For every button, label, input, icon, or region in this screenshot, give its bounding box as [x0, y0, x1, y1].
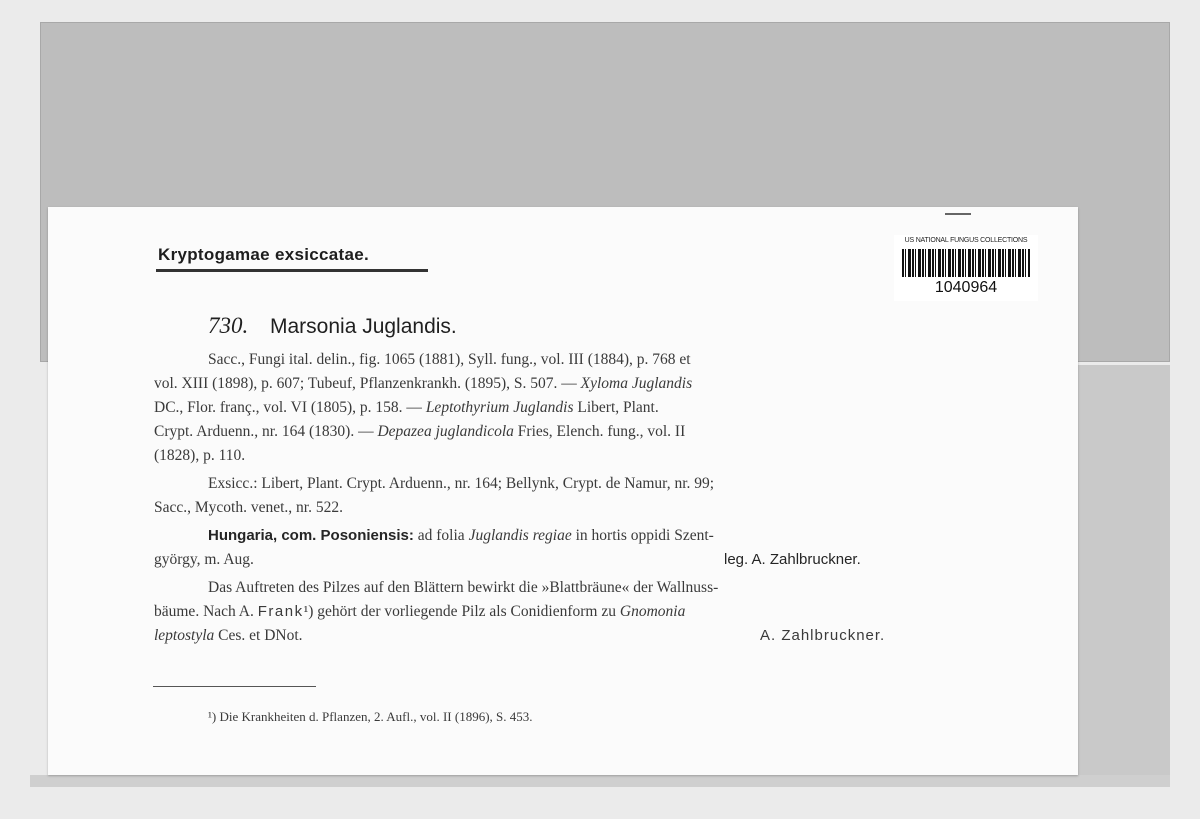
- exsiccatae-line: Sacc., Mycoth. venet., nr. 522.: [154, 499, 343, 516]
- locality-line: györgy, m. Aug.: [154, 551, 254, 568]
- footnote: ¹) Die Krankheiten d. Pflanzen, 2. Aufl., vol. II (1896), S. 453.: [208, 709, 533, 724]
- barcode-caption: US NATIONAL FUNGUS COLLECTIONS: [904, 237, 1028, 244]
- barcode-number: 1040964: [934, 279, 998, 296]
- entry-number: 730.: [208, 313, 249, 338]
- citation-line: [154, 447, 245, 465]
- series-title: Kryptogamae exsiccatae.: [158, 245, 370, 264]
- citation-text: Sacc., Fungi ital. delin., fig. 1065 (1881), Syll. fung., vol. III (1884), p. 768 et: [208, 351, 691, 368]
- footnote-rule: [153, 686, 316, 687]
- note-author: A. Zahlbruckner.: [760, 627, 886, 644]
- citation-line: [154, 375, 692, 393]
- note-text: ¹) gehört der vorliegende Pilz als Conidienform zu: [303, 603, 620, 620]
- specimen-packet-side: [1075, 365, 1170, 785]
- barcode-bars: [902, 249, 1030, 277]
- citation-text: Crypt. Arduenn., nr. 164 (1830). —: [154, 423, 378, 440]
- locality-text: ad folia: [413, 527, 469, 544]
- exsiccatae-line: Exsicc.: Libert, Plant. Crypt. Arduenn., nr. 164; Bellynk, Crypt. de Namur, nr. 99;: [208, 475, 715, 492]
- specimen-label: [48, 207, 1078, 775]
- citation-text: Libert, Plant.: [573, 399, 659, 416]
- locality-line: [208, 527, 714, 545]
- locality-text: in hortis oppidi Szent-: [571, 527, 714, 544]
- collector: leg. A. Zahlbruckner.: [724, 551, 861, 568]
- note-author-ref: Frank: [257, 603, 304, 620]
- note-taxon: Gnomonia: [619, 603, 686, 620]
- citation-text: Fries, Elench. fung., vol. II: [513, 423, 686, 440]
- barcode: [894, 235, 1038, 301]
- note-line: [154, 603, 685, 621]
- citation-taxon: Leptothyrium Juglandis: [425, 399, 574, 416]
- specimen-packet-bottom: [30, 775, 1170, 787]
- citation-line: [154, 423, 685, 441]
- note-text: bäume. Nach A.: [154, 603, 258, 620]
- note-line: Das Auftreten des Pilzes auf den Blättern bewirkt die »Blattbräune« der Wallnuss-: [208, 579, 719, 596]
- series-title-underline: [156, 269, 428, 272]
- citation-taxon: Xyloma Juglandis: [580, 375, 693, 392]
- citation-text: DC., Flor. franç., vol. VI (1805), p. 158. —: [154, 399, 426, 416]
- citation-line: [208, 351, 691, 369]
- entry-name: Marsonia Juglandis.: [270, 315, 457, 338]
- note-text: Ces. et DNot.: [214, 627, 303, 644]
- citation-taxon: Depazea juglandicola: [377, 423, 514, 440]
- note-taxon: leptostyla: [154, 627, 215, 644]
- note-line: [154, 627, 303, 645]
- divider: [945, 213, 971, 215]
- locality-region: Hungaria, com. Posoniensis:: [208, 527, 414, 544]
- citation-text: vol. XIII (1898), p. 607; Tubeuf, Pflanzenkrankh. (1895), S. 507. —: [154, 375, 581, 392]
- citation-text: (1828), p. 110.: [154, 447, 246, 464]
- citation-line: [154, 399, 659, 417]
- host-taxon: Juglandis regiae: [468, 527, 572, 544]
- entry-heading: [208, 313, 457, 339]
